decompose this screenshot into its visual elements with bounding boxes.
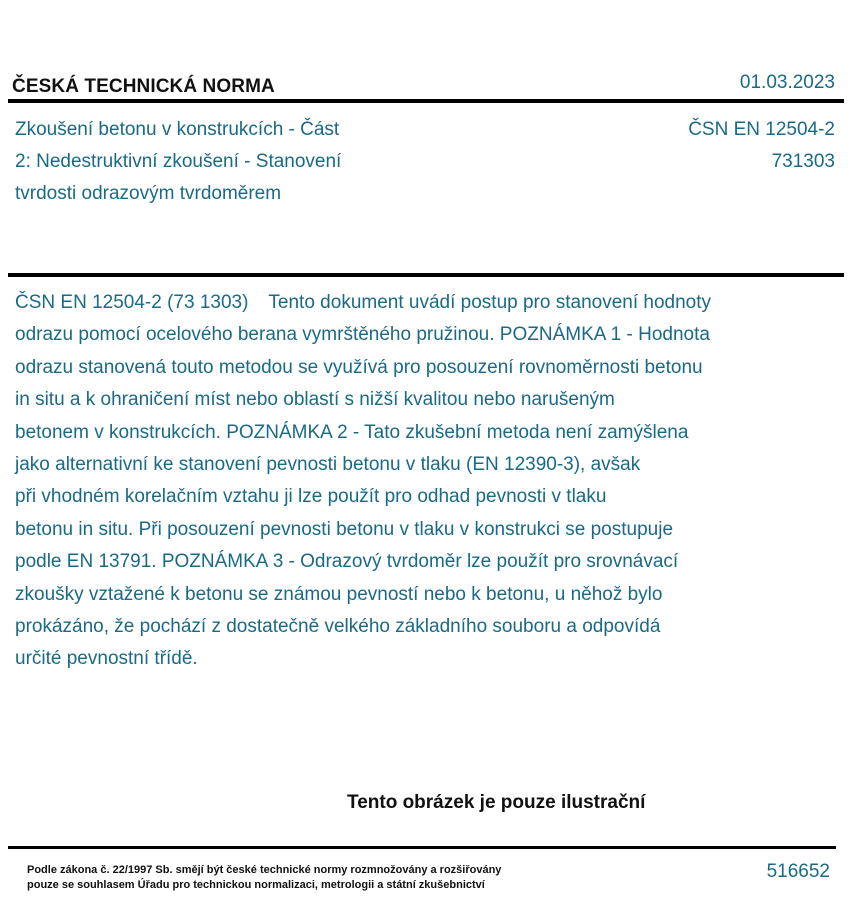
abstract-line: jako alternativní ke stanovení pevnosti betonu v tlaku (EN 12390-3), avšak [15, 454, 641, 476]
norm-header-title: ČESKÁ TECHNICKÁ NORMA [12, 76, 275, 97]
class-number: 731303 [771, 151, 835, 172]
abstract-line: prokázáno, že pochází z dostatečně velkého základního souboru a odpovídá [15, 616, 661, 638]
document-title-line: tvrdosti odrazovým tvrdoměrem [15, 183, 282, 204]
abstract-line: odrazu stanovená touto metodou se využívá pro posouzení rovnoměrnosti betonu [15, 356, 703, 378]
abstract-standard-ref: ČSN EN 12504-2 (73 1303) [15, 292, 249, 313]
legal-notice-line: Podle zákona č. 22/1997 Sb. smějí být české technické normy rozmnožovány a rozšiřovány [27, 864, 502, 876]
document-number: 516652 [766, 861, 830, 882]
abstract-line: určité pevnostní třídě. [15, 648, 198, 670]
abstract-line: zkoušky vztažené k betonu se známou pevností nebo k betonu, u něhož bylo [15, 583, 663, 605]
standard-id: ČSN EN 12504-2 [688, 119, 835, 140]
abstract-line: odrazu pomocí ocelového berana vymrštěného pružinou. POZNÁMKA 1 - Hodnota [15, 324, 710, 346]
abstract-line: betonem v konstrukcích. POZNÁMKA 2 - Tato zkušební metoda není zamýšlena [15, 421, 689, 443]
abstract-line-text: Tento dokument uvádí postup pro stanovení hodnoty [268, 292, 712, 313]
publication-date: 01.03.2023 [739, 72, 835, 93]
abstract-line [15, 287, 711, 319]
legal-notice [27, 863, 501, 893]
abstract-text [15, 287, 711, 676]
footer-divider [8, 846, 836, 849]
document-title-line: Zkoušení betonu v konstrukcích - Část [15, 119, 340, 140]
abstract-line: in situ a k ohraničení míst nebo oblastí s nižší kvalitou nebo narušeným [15, 389, 615, 411]
illustration-disclaimer: Tento obrázek je pouze ilustrační [347, 792, 646, 813]
document-title-line: 2: Nedestruktivní zkoušení - Stanovení [15, 151, 342, 172]
header-divider [8, 99, 844, 103]
title-divider [8, 273, 844, 277]
abstract-line: při vhodném korelačním vztahu ji lze použít pro odhad pevnosti v tlaku [15, 486, 607, 508]
abstract-line: podle EN 13791. POZNÁMKA 3 - Odrazový tvrdoměr lze použít pro srovnávací [15, 551, 679, 573]
abstract-line: betonu in situ. Při posouzení pevnosti betonu v tlaku v konstrukci se postupuje [15, 518, 674, 540]
legal-notice-line: pouze se souhlasem Úřadu pro technickou normalizaci, metrologii a státní zkušebnictví [27, 879, 485, 891]
standard-identifiers [688, 114, 835, 178]
document-title [15, 114, 415, 210]
